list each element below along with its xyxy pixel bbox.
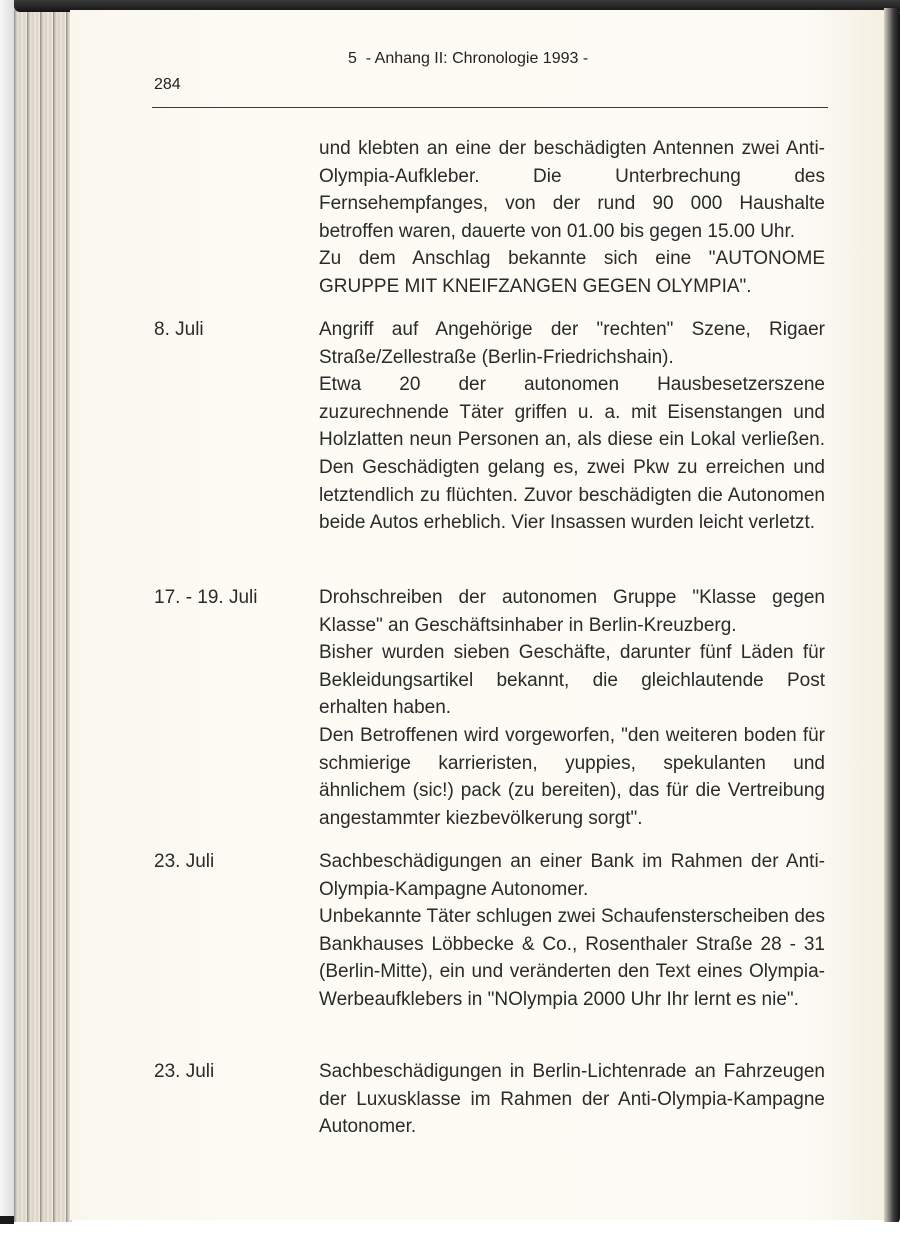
header-rule — [152, 107, 828, 108]
entry-body — [319, 848, 825, 1014]
entry-body — [319, 584, 825, 832]
scan-bottom-margin — [0, 1222, 900, 1244]
entry-paragraph: Sachbeschädigungen an einer Bank im Rahmen der Anti-Olympia-Kampagne Autonomer. — [319, 851, 825, 900]
entry-date: 17. - 19. Juli — [154, 587, 258, 608]
entry-paragraph: Angriff auf Angehörige der "rechten" Szene, Rigaer Straße/Zellestraße (Berlin-Friedrichshain). — [319, 319, 825, 368]
entry-paragraph: und klebten an eine der beschädigten Antennen zwei Anti-Olympia-Aufkleber. Die Unterbrechung des Fernsehempfanges, von der rund 90 000 Haushalte betroffen waren, dauerte von 01.00 bis gegen 15.00 Uhr. — [319, 138, 825, 242]
entry-body — [319, 1058, 825, 1141]
entry-date: 8. Juli — [154, 319, 204, 340]
running-head: 5 - Anhang II: Chronologie 1993 - — [348, 50, 589, 67]
entry-body — [319, 135, 825, 301]
page-stack-edge — [14, 10, 72, 1222]
page-number: 284 — [154, 76, 181, 93]
book-right-edge — [884, 8, 900, 1224]
entry-paragraph: Den Betroffenen wird vorgeworfen, "den weiteren boden für schmierige karrieristen, yuppies, spekulanten und ähnlichem (sic!) pack (zu bereiten), das für die Vertreibung angestammter kiezbevölkerung sorgt". — [319, 724, 825, 829]
entry-paragraph: Zu dem Anschlag bekannte sich eine "AUTONOME GRUPPE MIT KNEIFZANGEN GEGEN OLYMPIA". — [319, 248, 825, 297]
entry-paragraph: Sachbeschädigungen in Berlin-Lichtenrade an Fahrzeugen der Luxusklasse im Rahmen der Anti-Olympia-Kampagne Autonomer. — [319, 1061, 825, 1138]
entry-paragraph: Bisher wurden sieben Geschäfte, darunter fünf Läden für Bekleidungsartikel bekannt, die gleichlautende Post erhalten haben. — [319, 642, 825, 719]
entry-date: 23. Juli — [154, 851, 215, 872]
book-corner-mark — [0, 1216, 14, 1224]
entry-date: 23. Juli — [154, 1061, 215, 1082]
entry-paragraph: Unbekannte Täter schlugen zwei Schaufensterscheiben des Bankhauses Löbbecke & Co., Rosenthaler Straße 28 - 31 (Berlin-Mitte), ein und veränderten den Text eines Olympia-Werbeaufklebers in "NOlympia 2000 Uhr Ihr lernt es nie". — [319, 906, 825, 1010]
entry-body — [319, 316, 825, 537]
entry-paragraph: Drohschreiben der autonomen Gruppe "Klasse gegen Klasse" an Geschäftsinhaber in Berlin-Kreuzberg. — [319, 587, 825, 636]
entry-paragraph: Etwa 20 der autonomen Hausbesetzerszene zuzurechnende Täter griffen u. a. mit Eisenstangen und Holzlatten neun Personen an, als diese ein Lokal verließen. Den Geschädigten gelang es, zwei Pkw zu erreichen und letztendlich zu flüchten. Zuvor beschädigten die Autonomen beide Autos erheblich. Vier Insassen wurden leicht verletzt. — [319, 374, 825, 534]
